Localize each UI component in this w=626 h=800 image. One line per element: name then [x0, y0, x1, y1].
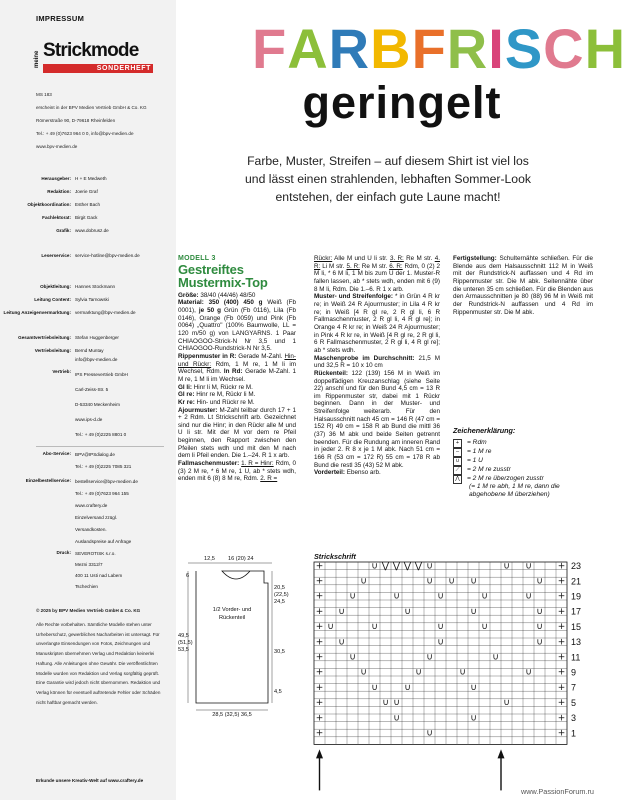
chart-row-number: 15 [571, 621, 582, 632]
chart-symbol: ∪ [481, 622, 488, 633]
knitting-chart [312, 560, 602, 780]
chart-symbol: ∪ [492, 652, 499, 663]
chart-symbol: + [315, 713, 324, 724]
legend-item: + = Rdm [453, 438, 593, 447]
chart-symbol: + [557, 728, 566, 739]
chart-symbol: ∪ [470, 682, 477, 693]
chart-symbol: + [315, 698, 324, 709]
chart-symbol: + [557, 606, 566, 617]
chart-symbol: ∪ [360, 667, 367, 678]
chart-symbol: ∪ [393, 591, 400, 602]
chart-symbol: + [557, 576, 566, 587]
chart-row-number: 7 [571, 682, 577, 693]
legend-item: ⋀ = 2 M re überzogen zusstr [453, 474, 593, 483]
legend-item: ∪ = 1 U [453, 456, 593, 465]
chart-symbol: ∪ [437, 622, 444, 633]
chart-row-number: 1 [571, 728, 577, 739]
dim-left-b: (51,5) [178, 640, 193, 646]
issue-number: MS 183 [36, 92, 52, 97]
repeat-arrow-head [498, 749, 505, 758]
garment-schematic [178, 553, 296, 718]
chart-symbol: + [315, 576, 324, 587]
chart-symbol: + [557, 713, 566, 724]
chart-row-number: 17 [571, 606, 582, 617]
chart-symbol: + [557, 591, 566, 602]
headline-letter: H [584, 17, 626, 80]
copyright: © 2025 by BPV Medien Vertrieb GmbH & Co. KG [36, 608, 141, 613]
chart-symbol: + [315, 667, 324, 678]
instructions-col-2: Rückr: Alle M und U li str. 3. R: Re M str. 4. R: Li M str. 5. R: Re M str. 6. R: Rdm, 0 (2) 2 M li, * 6 M li, 1 M bis zum U der 1. Muster-R fallen lassen, ab * stets wdh, enden mit 6 (9) 8 M li, Rdm. Die 1.–6. R 1 x arb. Muster- und Streifenfolge: * in Grün 4 R kr re; in Weiß 24 R Ajourmuster; in Lila 4 R kr re; in Weiß [4 R gl re, 2 R gl li, 6 R Fallmaschenmuster, 2 R gl li, 4 R gl re]; in Orange 4 R kr re; in Weiß 24 R Ajourmuster; in Pink 4 R kr re, in Weiß [4 R gl re, 2 R gl li, 6 R Fallmaschenmuster, 2 R gl li, 4 R gl re]; ab * stets wdh. Maschenprobe im Durchschnitt: 21,5 M und 32,5 R = 10 x 10 cm Rückenteil: 122 (139) 156 M in Weiß im doppelfädigen Kreuzanschlag (siehe Seite 22) anschl und für den Bund 4,5 cm = 13 R im Rippenmuster str, dabei mit 1 Rückr beginnen. Dann in der Muster- und Streifenfolge weiterarb. Für den Halsausschnitt nach 45 cm = 146 R (47 cm = 152 R) 49 cm = 158 R ab Bund die mittl 36 (37) 36 M abk und beide Seiten getrennt beenden. Für die Rundung am inneren Rand in jeder 2. R 8 x je 1 M abk. Nach 51 cm = 166 R (53 cm = 172 R) 55 cm = 178 R ab Bund die restl 35 (43) 52 M abk. Vorderteil: Ebenso arb. [314, 255, 440, 477]
dim-right-b: (22,5) [274, 592, 289, 598]
chart-symbol: ∪ [481, 591, 488, 602]
k2tog-icon: ⟋ [453, 466, 462, 475]
chart-symbol: ∪ [470, 713, 477, 724]
einzel-lines: bestellservice@bpv-medien.de Tel.: + 49 (0)7623 964 155 www.craftery.de Einzelversand zzügl. Versandkosten. Auslandspreise auf Anfrage [75, 479, 138, 544]
chart-row-number: 11 [571, 652, 581, 663]
chart-row-number: 21 [571, 576, 582, 587]
vertrieb-lines: IPS Pressevertrieb GmbH Carl-Zeiss-Str. 5 D-53340 Meckenheim www.ips-d.de Tel.: + 49 (0)2225 8801 0 [75, 372, 128, 437]
skp-icon: ⋀ [453, 475, 462, 484]
chart-row-number: 13 [571, 637, 582, 648]
chart-symbol: + [315, 637, 324, 648]
chart-symbol: ∪ [525, 667, 532, 678]
chart-symbol: ∪ [404, 682, 411, 693]
legend: Zeichenerklärung: + = Rdm – = 1 M re ∪ = 1 U ⟋ = 2 M re zusstr ⋀ = 2 M re überzogen zusstr (= 1 M re abh, 1 M re, dann die abgehobene M überziehen) [453, 426, 593, 499]
chart-symbol: + [557, 637, 566, 648]
chart-symbol: ∪ [536, 606, 543, 617]
logo-meine: meine [34, 50, 40, 68]
vertriebsleitung-lines: Bernd Muntay info@bpv-medien.de [75, 348, 118, 362]
chart-symbol: + [557, 682, 566, 693]
logo-main: Strickmode [43, 40, 139, 61]
dim-left-c: 53,5 [178, 647, 189, 653]
chart-symbol: ∪ [536, 637, 543, 648]
watermark: www.PassionForum.ru [521, 787, 594, 796]
chart-symbol: ∪ [426, 576, 433, 587]
headline-letter: A [287, 17, 329, 80]
chart-symbol: ∪ [415, 667, 422, 678]
chart-symbol: ⋁ [403, 561, 412, 572]
chart-symbol: ∪ [525, 561, 532, 572]
headline-letter: S [504, 17, 544, 80]
chart-symbol: ∪ [426, 728, 433, 739]
headline-farbfrisch [252, 16, 626, 81]
instructions-col-1: MODELL 3 Gestreiftes Mustermix-Top Größe: 38/40 (44/46) 48/50 Material: 350 (400) 450 g Weiß (Fb 0001), je 50 g Grün (Fb 0116), Lila (Fb 0146), Orange (Fb 0059) und Pink (Fb 0064) „Quattro" (100% Baumwolle, LL = 120 m/50 g) von LANGYARNS. 1 Paar CHIAOGOO-Strick-N Nr 3,5 und 1 CHIAOGOO-Rundstrick-N Nr 3,5. Rippenmuster in R: Gerade M-Zahl. Hin- und Rückr: Rdm, 1 M re, 1 M li im Wechsel, Rdm. In Rd: Gerade M-Zahl. 1 M re, 1 M li im Wechsel. Gl li: Hinr li M, Rückr re M. Gl re: Hinr re M, Rückr li M. Kr re: Hin- und Rückr re M. Ajourmuster: M-Zahl teilbar durch 17 + 1 + 2 Rdm. Lt Strickschrift arb. Gezeichnet sind nur die Hinr; in den Rückr alle M und U li str. Mit der M vor dem re Pfeil beginnen, den Rapport zwischen den Pfeilen stets wdh und mit den M nach dem li Pfeil enden. Die 1.–24. R 1 x arb. Fallmaschenmuster: 1. R = Hinr: Rdm, 0 (3) 2 M re, * 6 M re, 1 U, ab * stets wdh, enden mit 6 (8) 8 M re, Rdm. 2. R = [178, 255, 296, 483]
publisher-contact: Tel.: + 49 (0)7623 964 0 0, info@bpv-medien.de [36, 131, 134, 136]
divider [36, 446, 164, 447]
chart-row-number: 3 [571, 713, 577, 724]
chart-symbol: ∪ [503, 561, 510, 572]
dim-top-right: 16 (20) 24 [228, 556, 254, 562]
dim-right-mid: 30,5 [274, 649, 285, 655]
dim-right-a: 20,5 [274, 585, 285, 591]
impressum-sidebar: IMPRESSUM meine Strickmode SONDERHEFT MS 183 erscheint in der BPV Medien Vertrieb GmbH & Co. KG Römerstraße 90, D-79618 Rheinfelden Tel.: + 49 (0)7623 964 0 0, info@bpv-medien.de www.bpv-medien.de Herausgeber: H + E Medweth Redaktion: Joerie Graf Objektkoordination: Esther Bach Fachlektorat: Birgit Gack Grafik: www.dobrusz.de Leserservice: service-hotline@bpv-medien.de Objektleitung: Hannes Stockmann Leitung Content: Sylvia Tarnowski Leitung Anzeigenvermarktung: vermarktung@bpv-medien.de Gesamtvertriebsleitung: Stefan Huggenberger Vertriebsleitung: Bernd Muntay info@bpv-medien.de Vertrieb: IPS Pressevertrieb GmbH Carl-Zeiss-Str. 5 D-53340 Meckenheim www.ips-d.de Tel.: + 49 (0)2225 8801 0 Abo-Service: BPV@IPSdialog.de Tel.: + 49 (0)2225 7085 321 Einzelbestellservice: bestellservice@bpv-medien.de Tel.: + 49 (0)7623 964 155 www.craftery.de Einzelversand zzügl. Versandkosten. Auslandspreise auf Anfrage Druck: SEVEROTISK s.r.o. Mezni 3312/7 400 11 Usti nad Labem Tschechien © 2025 by BPV Medien Vertrieb GmbH & Co. KG Alle Rechte vorbehalten. Sämtliche Modelle stehen unter Urheberschutz, gewerbliches Nacharbeiten ist untersagt. Für unverlangte Einsendungen von Fotos, Zeichnungen und Manuskripten übernehmen Verlag und Redaktion keinerlei Haftung. Alle Anleitungen ohne Gewähr. Die veröffentlichten Modelle wurden von Redaktion und Verlag sorgfältig geprüft. Eine Garantie wird jedoch nicht übernommen. Redaktion und Verlag können für eventuell auftretende Fehler oder Schäden nicht haftbar gemacht werden. Erkunde unsere Kreativ-Welt auf www.craftery.de [0, 0, 176, 800]
footer-link[interactable]: Erkunde unsere Kreativ-Welt auf www.craftery.de [36, 778, 144, 783]
chart-symbol: ∪ [393, 713, 400, 724]
headline-geringelt: geringelt [302, 77, 502, 128]
chart-label: Strickschrift [314, 552, 356, 561]
edge-stitch-icon: + [453, 439, 462, 448]
chart-row-number: 9 [571, 667, 577, 678]
logo-sonderheft: SONDERHEFT [43, 64, 153, 73]
chart-row-number: 5 [571, 697, 577, 708]
chart-row-number: 19 [571, 591, 582, 602]
chart-symbol: ⋁ [414, 561, 423, 572]
schematic-outline [196, 571, 268, 703]
legal-text: Alle Rechte vorbehalten. Sämtliche Modelle stehen unter Urheberschutz, gewerbliches Nacharbeiten ist untersagt. Für unverlangte Einsendungen von Fotos, Zeichnungen und Manuskripten übernehmen Verlag und Redaktion keinerlei Haftung. Alle Anleitungen ohne Gewähr. Die veröffentlichten Modelle wurden von Redaktion und Verlag sorgfältig geprüft. Eine Garantie wird jedoch nicht übernommen. Redaktion und Verlag können für eventuell auftretende Fehler oder Schäden nicht haftbar gemacht werden. [36, 622, 161, 705]
chart-symbol: ∪ [371, 561, 378, 572]
headline-letter: B [370, 17, 412, 80]
chart-symbol: + [557, 561, 566, 572]
chart-symbol: + [315, 561, 324, 572]
chart-symbol: ∪ [360, 576, 367, 587]
chart-symbol: + [315, 591, 324, 602]
chart-symbol: + [557, 652, 566, 663]
purl-icon: – [453, 448, 462, 457]
repeat-arrow-head [316, 749, 323, 758]
chart-symbol: ∪ [404, 606, 411, 617]
chart-symbol: ∪ [371, 622, 378, 633]
strickmode-logo [36, 38, 154, 82]
chart-symbol: ∪ [525, 591, 532, 602]
dim-right-bot: 4,5 [274, 689, 282, 695]
schematic-label-2: Rückenteil [218, 615, 246, 621]
schematic-label-1: 1/2 Vorder- und [212, 607, 252, 613]
dim-left-a: 49,5 [178, 633, 189, 639]
chart-symbol: ∪ [536, 622, 543, 633]
publisher-address: Römerstraße 90, D-79618 Rheinfelden [36, 118, 116, 123]
chart-symbol: ∪ [437, 637, 444, 648]
instructions-col-3: Fertigstellung: Schulternähte schließen. Für die Blende aus dem Halsausschnitt 112 M in Weiß mit der Rundstrick-N auffassen und 4 Rd im Rippenmuster str. Die M abk. Seitennähte über die unteren 35 cm schließen. Für die Blenden aus den Armausschnitten je 80 (88) 96 M in Weiß mit der Rundstrick-N auffassen und 4 Rd im Rippenmuster str. Die M abk. [453, 255, 593, 316]
chart-symbol: ∪ [459, 667, 466, 678]
yarn-over-icon: ∪ [453, 457, 462, 466]
dim-right-c: 24,5 [274, 599, 285, 605]
chart-symbol: + [557, 698, 566, 709]
dim-left-small: 6 [186, 573, 190, 579]
impressum-title: IMPRESSUM [36, 14, 85, 23]
chart-symbol: ⋁ [381, 561, 390, 572]
chart-symbol: ∪ [393, 698, 400, 709]
chart-symbol: + [315, 606, 324, 617]
abo-lines: BPV@IPSdialog.de Tel.: + 49 (0)2225 7085 321 [75, 452, 132, 469]
headline-letter: R [446, 17, 489, 80]
publisher-line: erscheint in der BPV Medien Vertrieb GmbH & Co. KG [36, 105, 147, 110]
dim-top-left: 12,5 [204, 556, 215, 562]
headline-letter: R [328, 17, 371, 80]
chart-symbol: ∪ [327, 622, 334, 633]
chart-symbol: ∪ [448, 576, 455, 587]
chart-symbol: + [557, 667, 566, 678]
legend-item: ⟋ = 2 M re zusstr [453, 465, 593, 474]
headline-letter: C [543, 17, 585, 80]
chart-symbol: ∪ [426, 652, 433, 663]
chart-symbol: ∪ [536, 576, 543, 587]
chart-symbol: ⋁ [392, 561, 401, 572]
chart-symbol: + [315, 652, 324, 663]
chart-row-number: 23 [571, 561, 582, 572]
chart-symbol: ∪ [470, 606, 477, 617]
chart-symbol: ∪ [338, 637, 345, 648]
dim-bottom: 28,5 (32,5) 36,5 [212, 712, 252, 718]
chart-symbol: ∪ [349, 591, 356, 602]
publisher-url[interactable]: www.bpv-medien.de [36, 144, 78, 149]
chart-symbol: ∪ [382, 698, 389, 709]
chart-symbol: ∪ [470, 576, 477, 587]
chart-symbol: ∪ [371, 682, 378, 693]
headline-letter: I [488, 17, 505, 80]
intro-text: Farbe, Muster, Streifen – auf diesem Shirt ist viel los und lässt einen strahlenden, lebhaften Sommer-Look entstehen, der einfach gute Laune macht! [245, 154, 531, 204]
model-title: Gestreiftes Mustermix-Top [178, 261, 268, 290]
chart-symbol: ∪ [349, 652, 356, 663]
headline-letter: F [252, 17, 288, 80]
chart-symbol: + [315, 728, 324, 739]
chart-symbol: ∪ [503, 698, 510, 709]
druck-lines: SEVEROTISK s.r.o. Mezni 3312/7 400 11 Usti nad Labem Tschechien [75, 551, 123, 589]
legend-title: Zeichenerklärung: [453, 426, 516, 435]
chart-symbol: ∪ [437, 591, 444, 602]
legend-item: – = 1 M re [453, 447, 593, 456]
chart-symbol: ∪ [338, 606, 345, 617]
chart-symbol: + [315, 622, 324, 633]
chart-symbol: + [557, 622, 566, 633]
chart-symbol: ∪ [426, 561, 433, 572]
headline-letter: F [411, 17, 447, 80]
chart-symbol: + [315, 682, 324, 693]
model-label: MODELL 3 [178, 255, 216, 262]
